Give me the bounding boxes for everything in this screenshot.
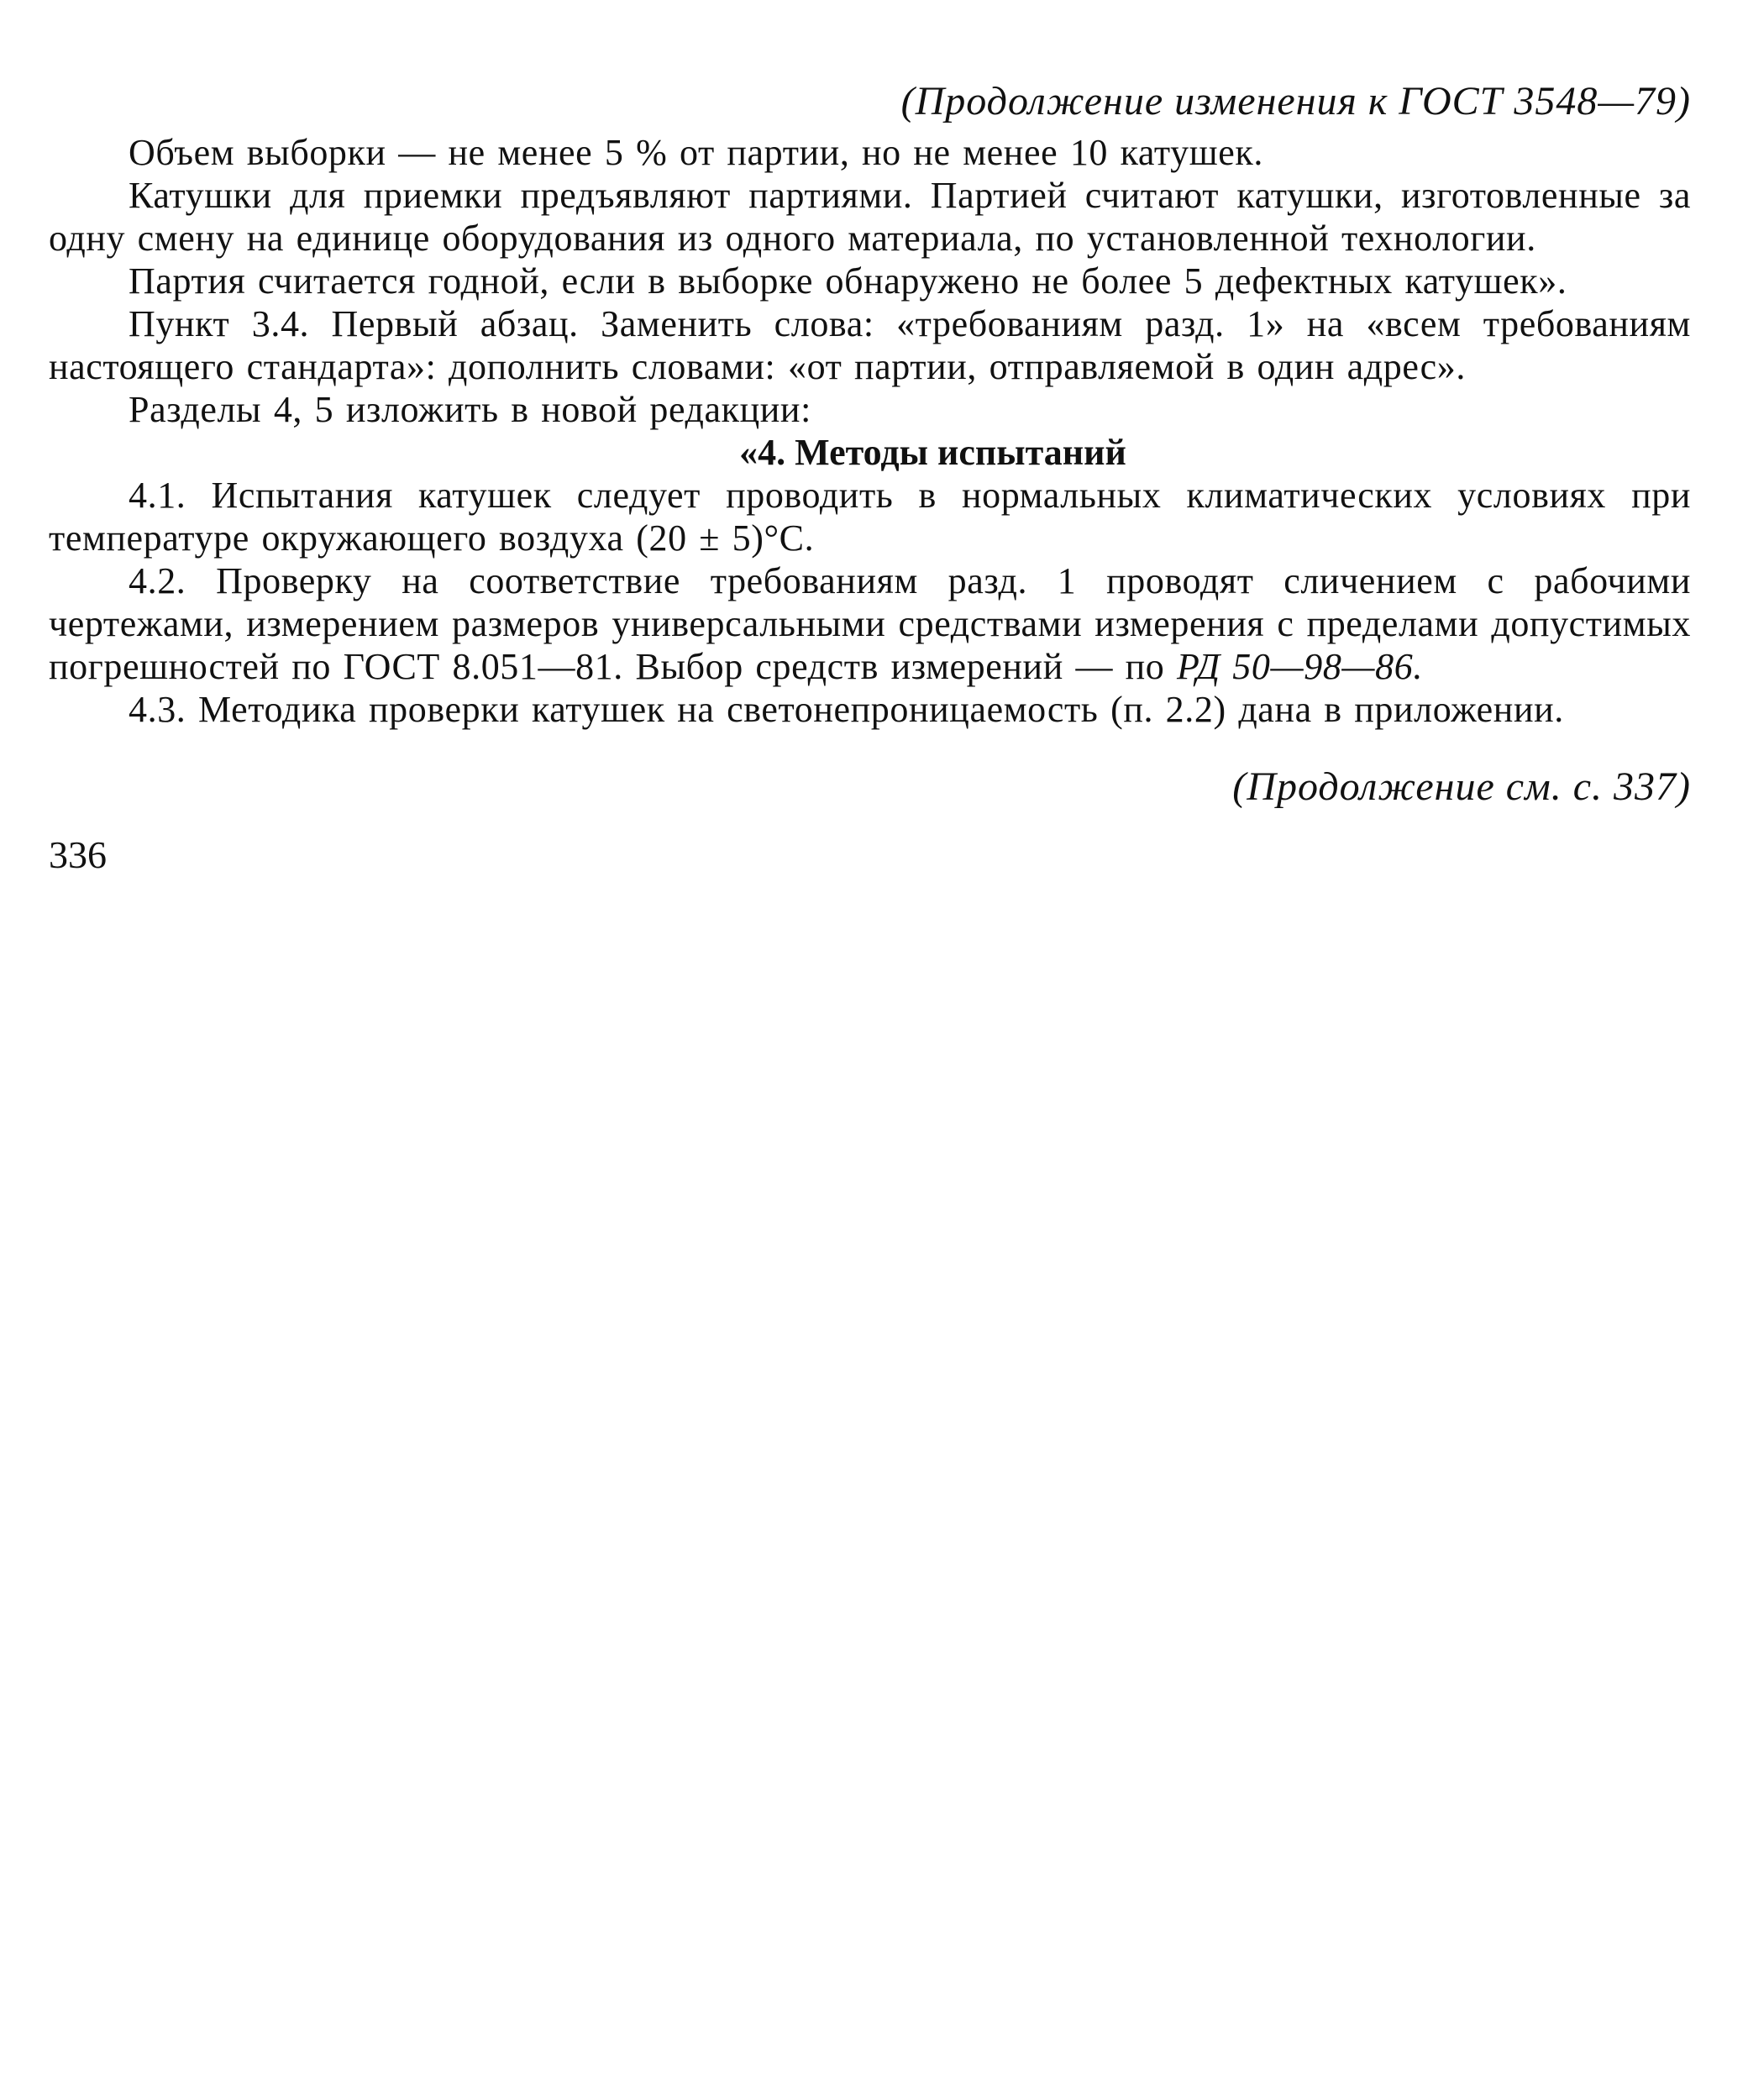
paragraph-batch-definition: Катушки для приемки предъявляют партиями. Партией считают катушки, изготовленные за одну смену на единице оборудования из одного материала, по установленной технологии. <box>49 175 1691 259</box>
section-title-test-methods: «4. Методы испытаний <box>739 432 1126 473</box>
paragraph-batch-acceptance: Партия считается годной, если в выборке обнаружено не более 5 дефектных катушек». <box>129 260 1567 302</box>
item-4-2-reference: РД 50—98—86. <box>1177 646 1423 687</box>
paragraph-sample-size: Объем выборки — не менее 5 % от партии, но не менее 10 катушек. <box>129 132 1263 173</box>
footer-continuation: (Продолжение см. с. 337) <box>1232 764 1691 809</box>
item-4-3: 4.3. Методика проверки катушек на светонепроницаемость (п. 2.2) дана в приложении. <box>129 689 1564 730</box>
page-number: 336 <box>49 833 107 876</box>
document-page <box>49 77 1691 879</box>
paragraph-sections-new-edition: Разделы 4, 5 изложить в новой редакции: <box>129 389 811 430</box>
paragraph-clause-3-4: Пункт 3.4. Первый абзац. Заменить слова: «требованиям разд. 1» на «всем требованиям настоящего стандарта»: дополнить словами: «от партии, отправляемой в один адрес». <box>49 303 1691 387</box>
item-4-2-text: 4.2. Проверку на соответствие требованиям разд. 1 проводят сличением с рабочими чертежами, измерением размеров универсальными средствами измерения с пределами допустимых погрешностей по ГОСТ 8.051—81. Выбор средств измерений — по <box>49 560 1691 687</box>
item-4-1: 4.1. Испытания катушек следует проводить в нормальных климатических условиях при температуре окружающего воздуха (20 ± 5)°С. <box>49 475 1691 559</box>
header-continuation: (Продолжение изменения к ГОСТ 3548—79) <box>900 79 1691 123</box>
item-4-2 <box>49 559 1691 688</box>
